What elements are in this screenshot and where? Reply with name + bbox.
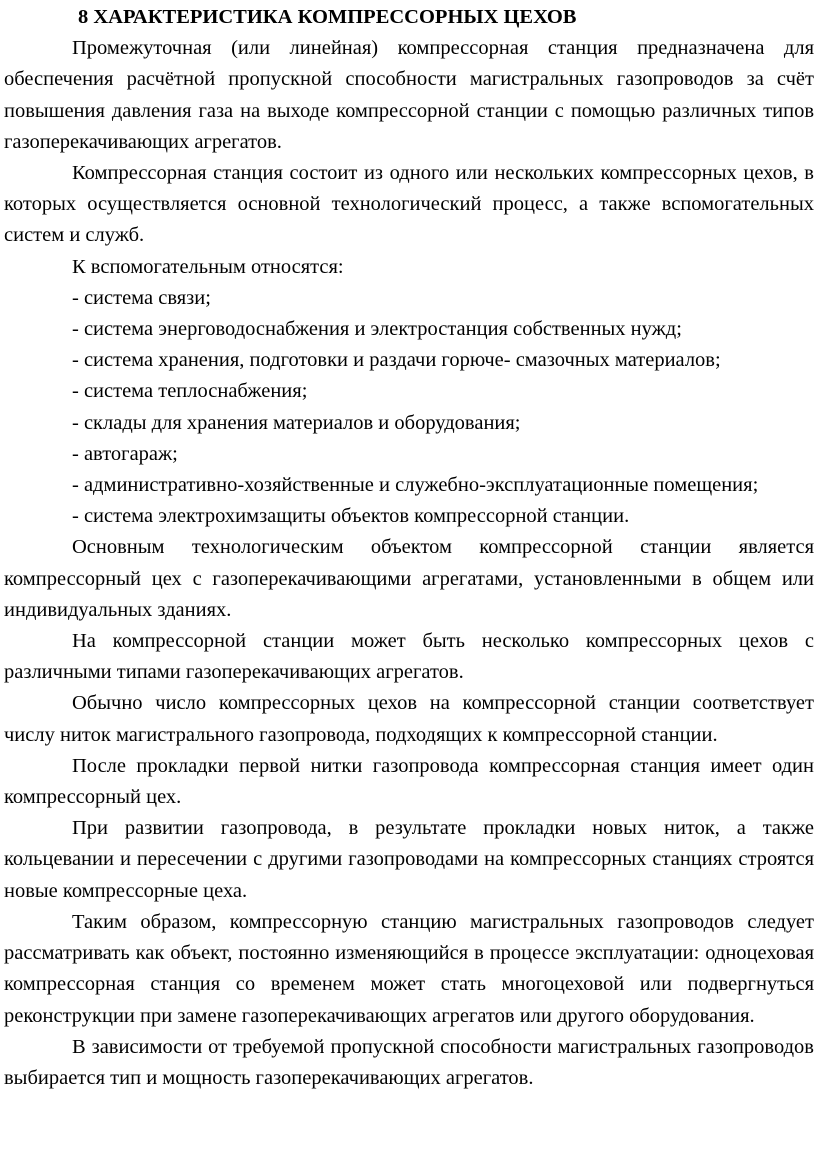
list-item: - система энерговодоснабжения и электростанция собственных нужд; <box>72 318 682 341</box>
list-item: - система связи; <box>72 286 211 309</box>
paragraph-purpose: Промежуточная (или линейная) компрессорная станция предназначена для обеспечения расчётной пропускной способности магистральных газопроводов за счёт повышения давления газа на выходе компрессорной станции с помощью различных типов газоперекачивающих агрегатов. <box>4 37 814 153</box>
paragraph-unit-selection: В зависимости от требуемой пропускной способности магистральных газопроводов выбирается тип и мощность газоперекачивающих агрегатов. <box>4 1035 814 1089</box>
auxiliary-systems-list <box>4 283 814 533</box>
list-item: - система электрохимзащиты объектов компрессорной станции. <box>72 505 630 528</box>
paragraph-first-line: После прокладки первой нитки газопровода компрессорная станция имеет один компрессорный цех. <box>4 754 814 809</box>
paragraph-conclusion: Таким образом, компрессорную станцию магистральных газопроводов следует рассматривать как объект, постоянно изменяющийся в процессе эксплуатации: одноцеховая компрессорная станция со временем может стать многоцеховой или подвергнуться реконструкции при замене газоперекачивающих агрегатов или другого оборудования. <box>4 910 814 1027</box>
list-item: - система теплоснабжения; <box>72 380 308 403</box>
section-heading: 8 ХАРАКТЕРИСТИКА КОМПРЕССОРНЫХ ЦЕХОВ <box>78 6 577 28</box>
list-item: - склады для хранения материалов и оборудования; <box>72 411 521 434</box>
paragraph-main-object: Основным технологическим объектом компрессорной станции является компрессорный цех с газоперекачивающими агрегатами, установленными в общем или индивидуальных зданиях. <box>4 536 814 621</box>
list-item: - система хранения, подготовки и раздачи горюче- смазочных материалов; <box>72 349 721 372</box>
paragraph-shop-count: Обычно число компрессорных цехов на компрессорной станции соответствует числу ниток магистрального газопровода, подходящих к компрессорной станции. <box>4 692 814 746</box>
paragraph-auxiliary-intro: К вспомогательным относятся: <box>72 255 344 278</box>
list-item: - автогараж; <box>72 442 178 465</box>
paragraph-composition: Компрессорная станция состоит из одного или нескольких компрессорных цехов, в которых осуществляется основной технологический процесс, а также вспомогательных систем и служб. <box>4 162 814 247</box>
paragraph-development: При развитии газопровода, в результате прокладки новых ниток, а также кольцевании и пересечении с другими газопроводами на компрессорных станциях строятся новые компрессорные цеха. <box>4 817 814 902</box>
list-item: - административно-хозяйственные и служебно-эксплуатационные помещения; <box>72 474 759 497</box>
paragraph-multiple-shops: На компрессорной станции может быть несколько компрессорных цехов с различными типами газоперекачивающих агрегатов. <box>4 630 814 684</box>
